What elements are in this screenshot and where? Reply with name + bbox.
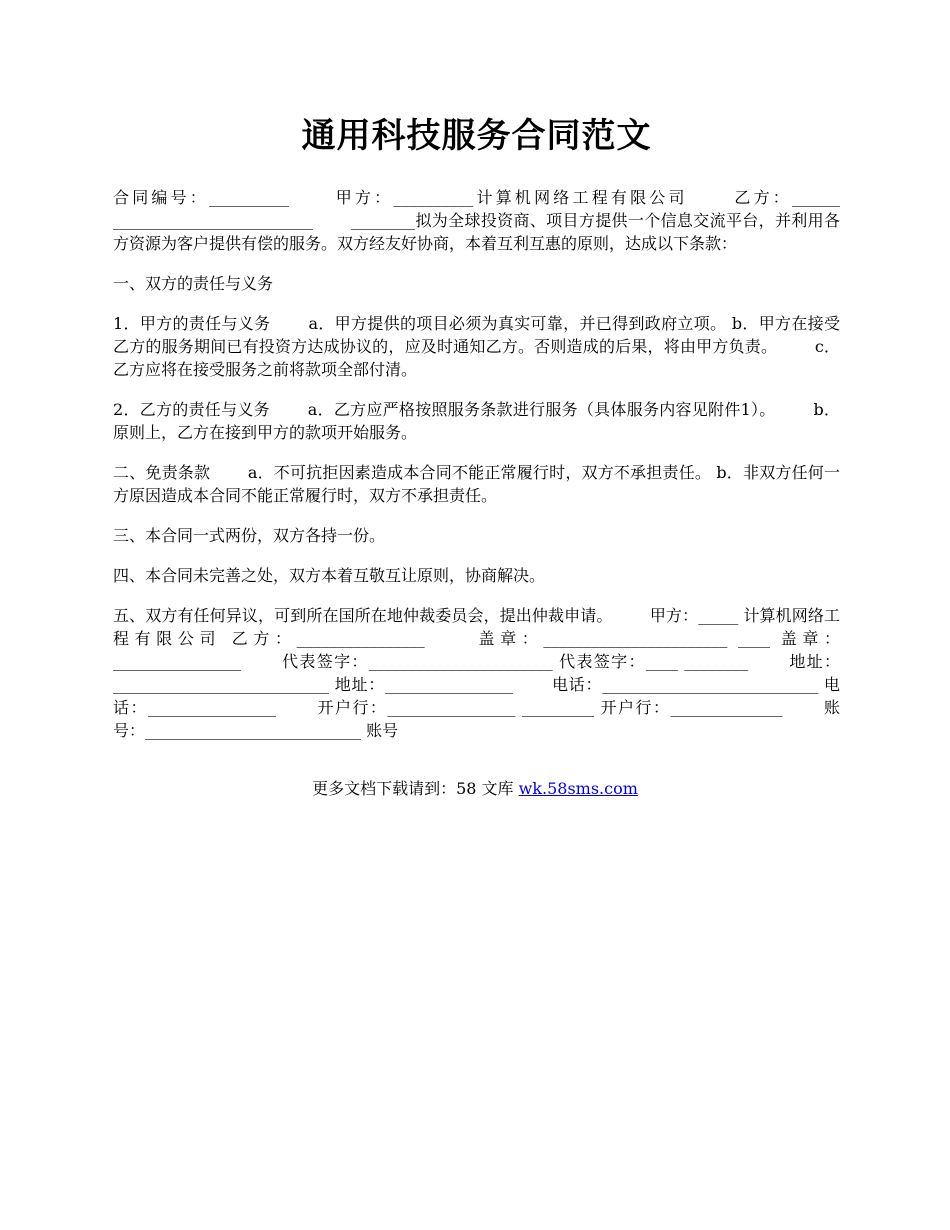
footer-text: 更多文档下载请到：58 文库 (312, 779, 519, 798)
clause-party-a: 1．甲方的责任与义务 a．甲方提供的项目必须为真实可靠，并已得到政府立项。 b．甲方在接受乙方的服务期间已有投资方达成协议的，应及时通知乙方。否则造成的后果，将由甲方负责。 c．乙方应将在接受服务之前将款项全部付清。 (113, 314, 840, 379)
section-heading-1: 一、双方的责任与义务 (113, 274, 274, 293)
clause-copies: 三、本合同一式两份，双方各持一份。 (113, 526, 386, 545)
clause-negotiation: 四、本合同未完善之处，双方本着互敬互让原则，协商解决。 (113, 566, 546, 585)
clause-exemption: 二、免责条款 a．不可抗拒因素造成本合同不能正常履行时，双方不承担责任。 b．非双方任何一方原因造成本合同不能正常履行时，双方不承担责任。 (113, 463, 840, 505)
footer-link[interactable]: wk.58sms.com (518, 779, 638, 798)
document-title: 通用科技服务合同范文 (301, 116, 652, 156)
clause-party-b: 2．乙方的责任与义务 a．乙方应严格按照服务条款进行服务（具体服务内容见附件1）。 b．原则上，乙方在接到甲方的款项开始服务。 (113, 400, 840, 442)
footer (0, 777, 950, 800)
document-page (113, 112, 840, 759)
clause-arbitration-signatures: 五、双方有任何异议，可到所在国所在地仲裁委员会，提出仲裁申请。 甲方：_____ 计算机网络工程有限公司 乙方：________________ 盖章：_______________________ ____ 盖章：________________ 代表签字：_______________________ 代表签字：____ ________ 地址：___________________________ 地址：________________ 电话：___________________________ 电话：________________ 开户行：________________ _________ 开户行：______________ 账号：___________________________ 账号 (113, 606, 840, 740)
intro-paragraph: 合同编号：__________ 甲方：__________计算机网络工程有限公司 乙方：______ _________________________ ________拟为全球投资商、项目方提供一个信息交流平台，并利用各方资源为客户提供有偿的服务。双方经友好协商，本着互利互惠的原则，达成以下条款： (113, 188, 840, 253)
